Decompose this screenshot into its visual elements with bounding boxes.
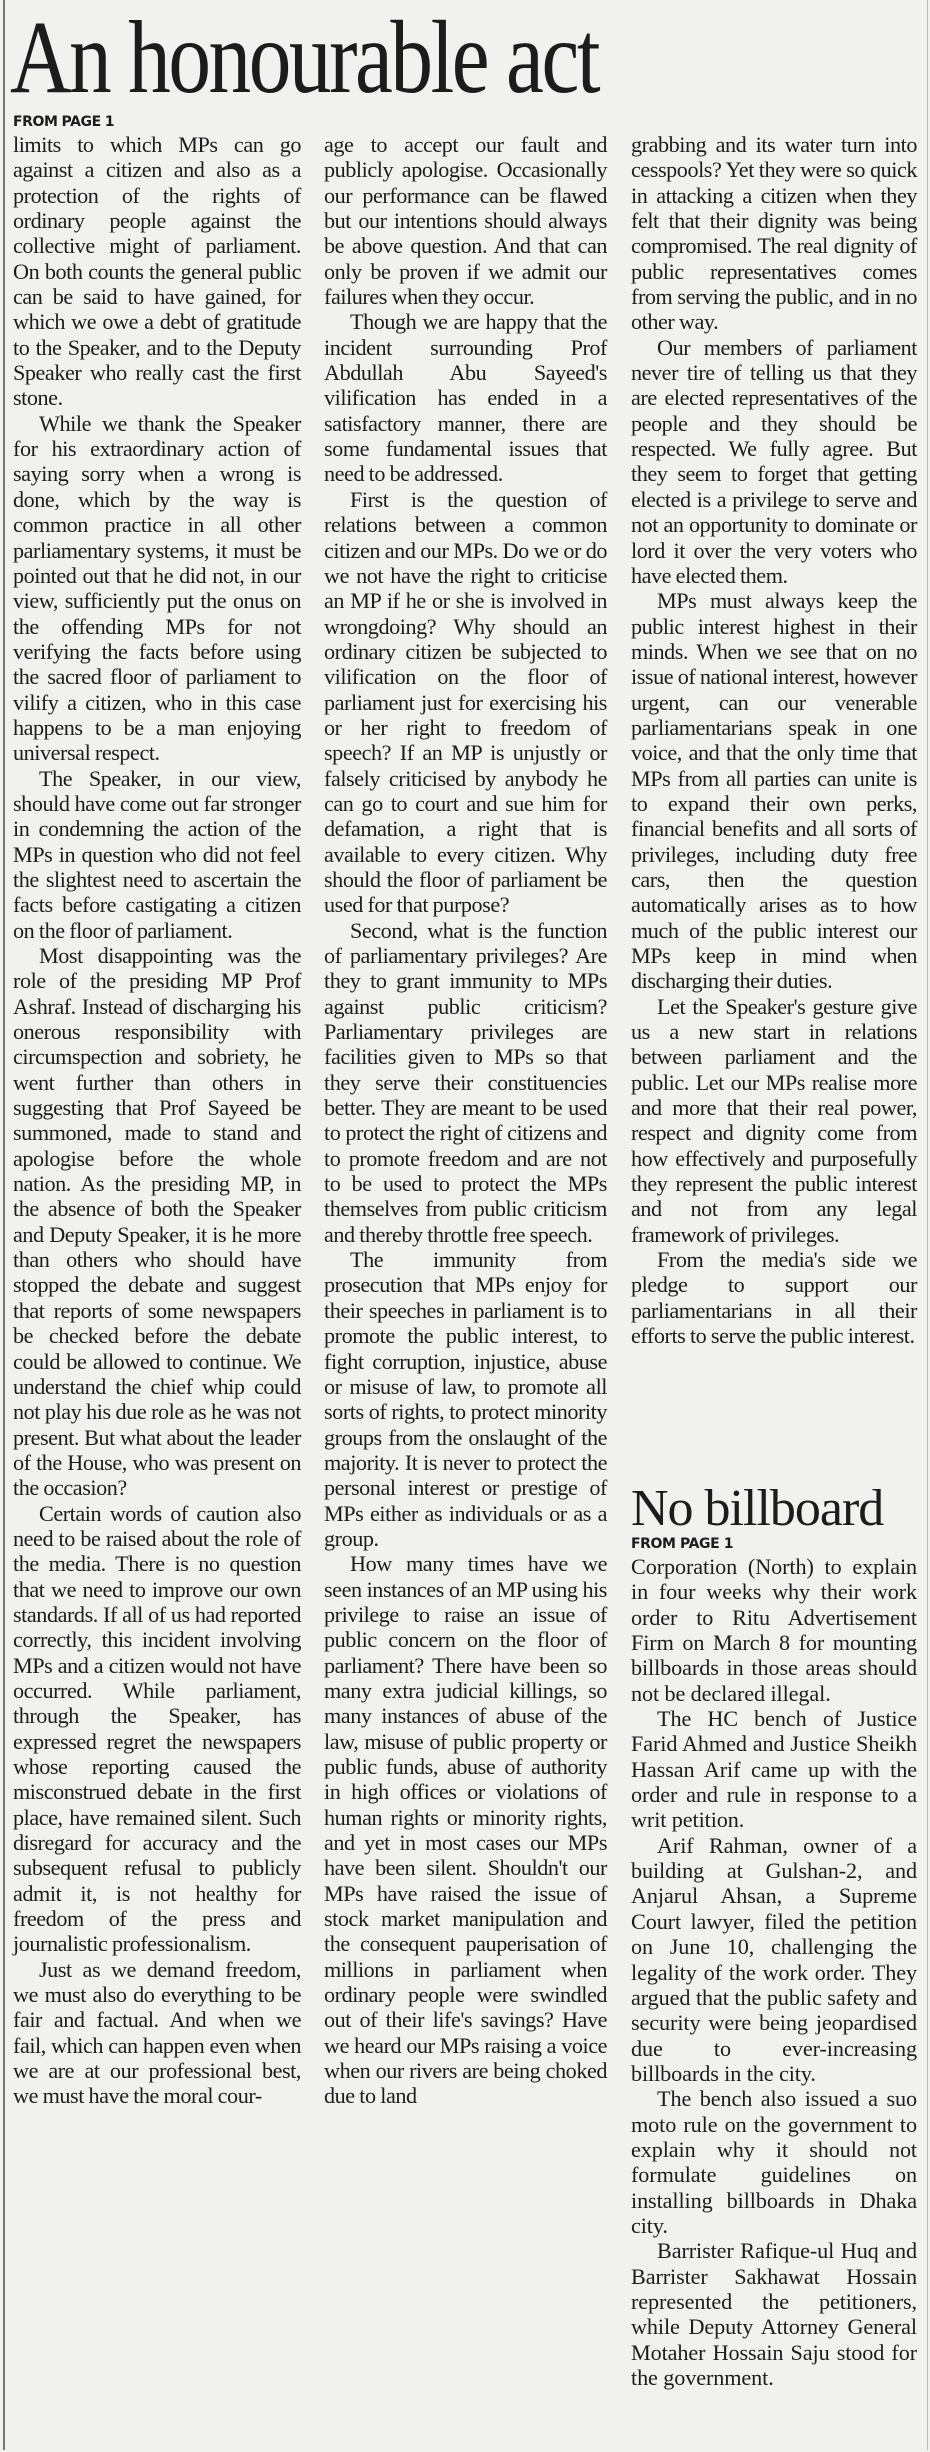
- paragraph: Just as we demand freedom, we must also do everything to be fair and factual. And when we fail, which can happen even when we are at our professional best, we must have the moral cour-: [13, 1956, 301, 2109]
- paragraph: From the media's side we pledge to support our parliamentarians in all their efforts to serve the public interest.: [631, 1247, 917, 1349]
- column-3: [631, 112, 917, 1349]
- paragraph: While we thank the Speaker for his extraordinary action of saying sorry when a wrong is done, which by the way is common practice in all other parliamentary systems, it must be pointed out that he did not, in our view, sufficiently put the onus on the offending MPs for not verifying the facts before using the sacred floor of parliament to vilify a citizen, who in this case happens to be a man enjoying universal respect.: [13, 410, 301, 766]
- no-billboard-article: [631, 1480, 917, 2390]
- paragraph: Though we are happy that the incident surrounding Prof Abdullah Abu Sayeed's vilification has ended in a satisfactory manner, there are some fundamental issues that need to be addressed.: [324, 309, 607, 487]
- column-1: [13, 112, 301, 2109]
- headline: An honourable act: [10, 0, 599, 115]
- paragraph: The HC bench of Justice Farid Ahmed and Justice Sheikh Hassan Arif came up with the order and rule in response to a writ petition.: [631, 1706, 917, 1833]
- paragraph: Arif Rahman, owner of a building at Gulshan-2, and Anjarul Ahsan, a Supreme Court lawyer, filed the petition on June 10, challenging the legality of the work order. They argued that the public safety and security were being jeopardised due to ever-increasing billboards in the city.: [631, 1832, 917, 2086]
- paragraph: grabbing and its water turn into cesspools? Yet they were so quick in attacking a citizen when they felt that their dignity was being compromised. The real dignity of public representatives comes from serving the public, and in no other way.: [631, 132, 917, 335]
- paragraph: MPs must always keep the public interest highest in their minds. When we see that on no issue of national interest, however urgent, can our venerable parliamentarians speak in one voice, and that the only time that MPs from all parties can unite is to expand their own perks, financial benefits and all sorts of privileges, including duty free cars, then the question automatically arises as to how much of the public interest our MPs keep in mind when discharging their duties.: [631, 588, 918, 994]
- paragraph: Our members of parliament never tire of telling us that they are elected representatives of the people and they should be respected. We fully agree. But they seem to forget that getting elected is a privilege to serve and not an opportunity to dominate or lord it over the very voters who have elected them.: [631, 334, 917, 588]
- paragraph: limits to which MPs can go against a citizen and also as a protection of the rights of ordinary people against the collective might of parliament. On both counts the general public can be said to have gained, for which we owe a debt of gratitude to the Speaker, and to the Deputy Speaker who really cast the first stone.: [13, 132, 301, 411]
- paragraph: Let the Speaker's gesture give us a new start in relations between parliament and the public. Let our MPs realise more and more that their real power, respect and dignity come from how effectively and purposefully they represent the public interest and not from any legal framework of privileges.: [631, 993, 917, 1247]
- paragraph: The Speaker, in our view, should have come out far stronger in condemning the action of the MPs in question who did not feel the slightest need to ascertain the facts before castigating a citizen on the floor of parliament.: [13, 765, 301, 943]
- paragraph: How many times have we seen instances of an MP using his privilege to raise an issue of public concern on the floor of parliament? There have been so many extra judicial killings, so many instances of abuse of the law, misuse of public property or public funds, abuse of authority in high offices or violations of human rights or minority rights, and yet in most cases our MPs have been silent. Shouldn't our MPs have raised the issue of stock market manipulation and the consequent pauperisation of millions in parliament when ordinary people were swindled out of their life's savings? Have we heard our MPs raising a voice when our rivers are being choked due to land: [324, 1551, 607, 2109]
- paragraph: First is the question of relations between a common citizen and our MPs. Do we or do we not have the right to criticise an MP if he or she is involved in wrongdoing? Why should an ordinary citizen be subjected to vilification on the floor of parliament just for exercising his or her right to freedom of speech? If an MP is unjustly or falsely criticised by anybody he can go to court and sue him for defamation, a right that is available to every citizen. Why should the floor of parliament be used for that purpose?: [324, 486, 607, 918]
- paragraph: Most disappointing was the role of the presiding MP Prof Ashraf. Instead of discharging his onerous responsibility with circumspection and sobriety, he went further than others in suggesting that Prof Sayeed be summoned, made to stand and apologise before the whole nation. As the presiding MP, in the absence of both the Speaker and Deputy Speaker, it is he more than others who should have stopped the debate and suggest that reports of some newspapers be checked before the debate could be allowed to continue. We understand the chief whip could not play his due role as he was not present. But what about the leader of the House, who was present on the occasion?: [13, 943, 301, 1501]
- from-page-label: FROM PAGE 1: [631, 1536, 734, 1552]
- from-page-label: FROM PAGE 1: [13, 114, 115, 130]
- paragraph: age to accept our fault and publicly apologise. Occasionally our performance can be flawed but our intentions should always be above question. And that can only be proven if we admit our failures when they occur.: [324, 132, 607, 310]
- paragraph: Second, what is the function of parliamentary privileges? Are they to grant immunity to MPs against public criticism? Parliamentary privileges are facilities given to MPs so that they serve their constituencies better. They are meant to be used to protect the right of citizens and to promote freedom and are not to be used to protect the MPs themselves from public criticism and thereby throttle free speech.: [324, 917, 607, 1247]
- paragraph: Corporation (North) to explain in four weeks why their work order to Ritu Advertisement Firm on March 8 for mounting billboards in those areas should not be declared illegal.: [631, 1554, 917, 1706]
- paragraph: The immunity from prosecution that MPs enjoy for their speeches in parliament is to promote the public interest, to fight corruption, injustice, abuse or misuse of law, to promote all sorts of rights, to protect minority groups from the onslaught of the majority. It is never to protect the personal interest or prestige of MPs either as individuals or as a group.: [324, 1247, 607, 1551]
- column-2: [324, 112, 607, 2109]
- article-headline: No billboard: [631, 1480, 884, 1537]
- paragraph: The bench also issued a suo moto rule on the government to explain why it should not formulate guidelines on installing billboards in Dhaka city.: [631, 2086, 917, 2238]
- paragraph: Barrister Rafique-ul Huq and Barrister Sakhawat Hossain represented the petitioners, while Deputy Attorney General Motaher Hossain Saju stood for the government.: [631, 2238, 917, 2390]
- paragraph: Certain words of caution also need to be raised about the role of the media. There is no question that we need to improve our own standards. If all of us had reported correctly, this incident involving MPs and a citizen would not have occurred. While parliament, through the Speaker, has expressed regret the newspapers whose reporting caused the misconstrued debate in the first place, have remained silent. Such disregard for accuracy and the subsequent refusal to publicly admit it, is not healthy for freedom of the press and journalistic professionalism.: [13, 1500, 301, 1957]
